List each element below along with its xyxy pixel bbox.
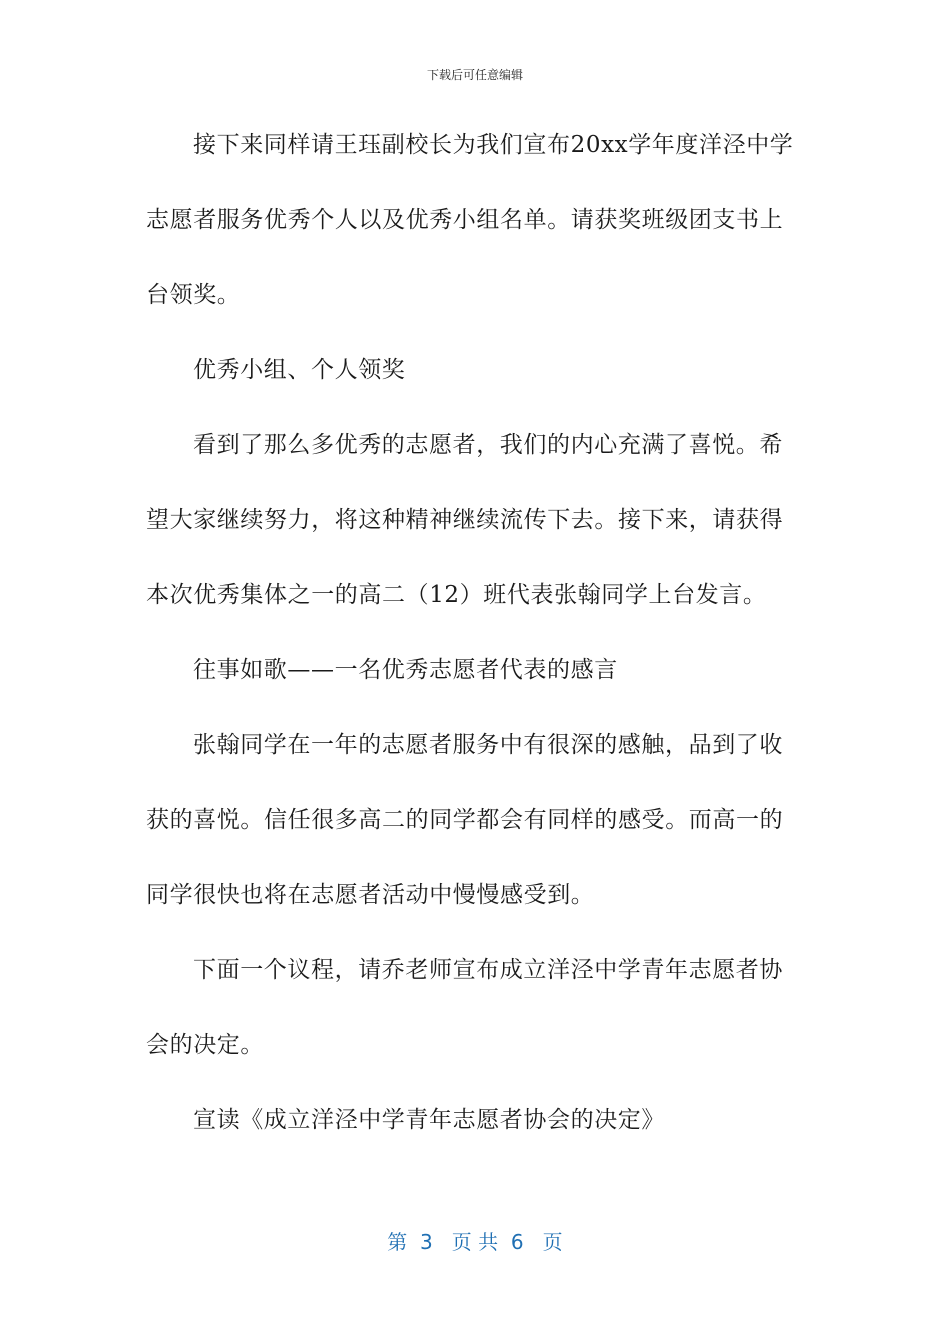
page-number-footer: 第 3 页 共 6 页 [387,1230,563,1254]
paragraph-line: 接下来同样请王珏副校长为我们宣布20xx学年度洋泾中学 [193,132,794,158]
paragraph-line: 志愿者服务优秀个人以及优秀小组名单。请获奖班级团支书上 [146,207,784,233]
section-heading: 往事如歌——一名优秀志愿者代表的感言 [193,657,618,683]
paragraph-line: 张翰同学在一年的志愿者服务中有很深的感触，品到了收 [193,732,783,758]
section-heading: 宣读《成立洋泾中学青年志愿者协会的决定》 [193,1107,665,1133]
paragraph-line: 获的喜悦。信任很多高二的同学都会有同样的感受。而高一的 [146,807,784,833]
paragraph-line: 会的决定。 [146,1032,264,1058]
section-heading: 优秀小组、个人领奖 [193,357,406,383]
header-note: 下载后可任意编辑 [426,68,523,82]
paragraph-line: 看到了那么多优秀的志愿者，我们的内心充满了喜悦。希 [193,432,783,458]
paragraph-line: 台领奖。 [146,282,241,308]
paragraph-line: 下面一个议程，请乔老师宣布成立洋泾中学青年志愿者协 [193,957,783,983]
paragraph-line: 本次优秀集体之一的高二（12）班代表张翰同学上台发言。 [146,582,767,608]
paragraph-line: 同学很快也将在志愿者活动中慢慢感受到。 [146,882,595,908]
paragraph-line: 望大家继续努力，将这种精神继续流传下去。接下来，请获得 [146,507,784,533]
